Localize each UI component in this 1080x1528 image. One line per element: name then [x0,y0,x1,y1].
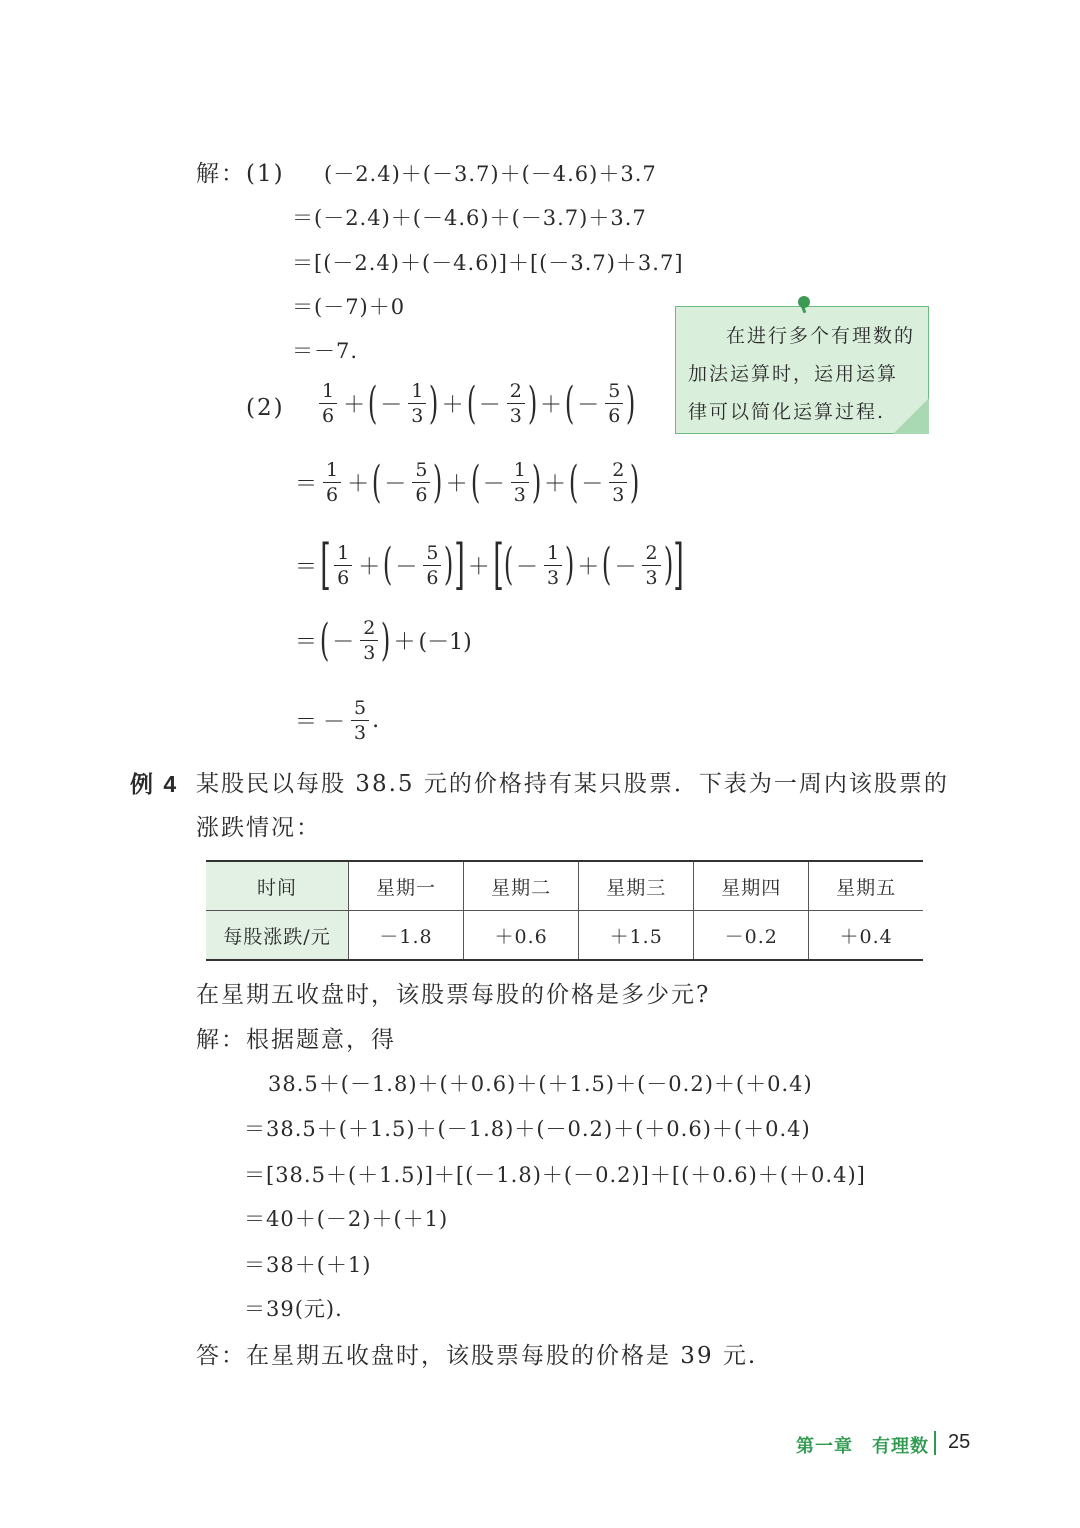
table-row [206,911,923,961]
fraction: $\frac{5}{6}$ [423,542,441,589]
example-line-1: 38.5＋(－1.8)＋(＋0.6)＋(＋1.5)＋(－0.2)＋(＋0.4) [268,1072,813,1096]
example-text-line-1: 某股民以每股 38.5 元的价格持有某只股票．下表为一周内该股票的 [196,771,949,797]
fraction: $\frac{2}{3}$ [642,542,660,589]
example-line-6: ＝39(元). [244,1297,343,1321]
table-header-cell: 星期三 [579,861,694,911]
footer-chapter: 第一章 有理数 [796,1436,929,1456]
solution2-label: (2) [246,395,285,421]
table-cell: －1.8 [349,911,464,961]
fraction: $\frac{2}{3}$ [360,617,378,664]
table-cell: ＋0.6 [464,911,579,961]
table-cell: ＋1.5 [579,911,694,961]
fraction: $\frac{5}{6}$ [412,459,430,506]
table-cell: 每股涨跌/元 [206,911,349,961]
tip-note-text: 在进行多个有理数的加法运算时，运用运算律可以简化运算过程. [688,325,916,423]
fraction: $\frac{1}{3}$ [408,380,426,427]
solution1-label: 解：(1) [196,161,285,187]
table-header-cell: 星期四 [694,861,809,911]
fraction: $\frac{1}{6}$ [319,380,337,427]
table-cell: ＋0.4 [809,911,923,961]
fraction: $\frac{1}{3}$ [511,459,529,506]
note-page-curl [893,398,929,434]
example-label: 例 4 [130,771,179,797]
solution1-line-3: ＝[(－2.4)＋(－4.6)]＋[(－3.7)＋3.7] [292,251,684,275]
page-number: 25 [948,1431,971,1453]
fraction: $\frac{1}{6}$ [323,459,341,506]
fraction: $\frac{2}{3}$ [609,459,627,506]
table-header-cell: 时间 [206,861,349,911]
solution1-line-2: ＝(－2.4)＋(－4.6)＋(－3.7)＋3.7 [292,206,647,230]
fraction: $\frac{1}{3}$ [544,542,562,589]
stock-table [206,860,923,961]
tip-note [675,306,929,434]
example-line-2: ＝38.5＋(＋1.5)＋(－1.8)＋(－0.2)＋(＋0.6)＋(＋0.4) [244,1117,811,1141]
fraction: $\frac{2}{3}$ [507,380,525,427]
solution1-line-4: ＝(－7)＋0 [292,295,406,319]
fraction: $\frac{1}{6}$ [334,542,352,589]
table-header-cell: 星期一 [349,861,464,911]
example-answer: 答：在星期五收盘时，该股票每股的价格是 39 元. [196,1343,758,1369]
table-header-cell: 星期五 [809,861,923,911]
example-question: 在星期五收盘时，该股票每股的价格是多少元? [196,982,711,1008]
example-solution-label: 解：根据题意，得 [196,1027,396,1053]
example-line-4: ＝40＋(－2)＋(＋1) [244,1207,449,1231]
example-line-5: ＝38＋(＋1) [244,1253,372,1277]
example-line-3: ＝[38.5＋(＋1.5)]＋[(－1.8)＋(－0.2)]＋[(＋0.6)＋(＋0.4)] [244,1163,866,1187]
solution1-line-5: ＝－7. [292,339,359,363]
table-header-cell: 星期二 [464,861,579,911]
solution2-line-3: ＝ [ $\frac{1}{6}$ ＋ ( － $\frac{5}{6}$ ) ] ＋ [ ( － $\frac{1}{3}$ ) ＋ ( － $\frac{2}{3}$ ) ] [295,533,684,596]
example-text-line-2: 涨跌情况： [196,815,321,841]
solution1-line-1: (－2.4)＋(－3.7)＋(－4.6)＋3.7 [324,162,657,186]
table-cell: －0.2 [694,911,809,961]
solution2-line-1: $\frac{1}{6}$ ＋ ( － $\frac{1}{3}$ ) ＋ ( － $\frac{2}{3}$ ) ＋ ( － $\frac{5}{6}$ ) [316,380,636,427]
fraction: $\frac{5}{6}$ [605,380,623,427]
footer-divider [934,1431,936,1455]
fraction: $\frac{5}{3}$ [351,697,369,744]
solution2-line-4: ＝ ( － $\frac{2}{3}$ ) ＋ (－1) [295,614,472,666]
solution2-line-5: ＝ － $\frac{5}{3}$ . [295,697,380,744]
solution2-line-2: ＝ $\frac{1}{6}$ ＋ ( － $\frac{5}{6}$ ) ＋ ( － $\frac{1}{3}$ ) ＋ ( － $\frac{2}{3}$ ) [295,456,640,508]
pushpin-icon [798,296,810,308]
table-header-row [206,861,923,911]
